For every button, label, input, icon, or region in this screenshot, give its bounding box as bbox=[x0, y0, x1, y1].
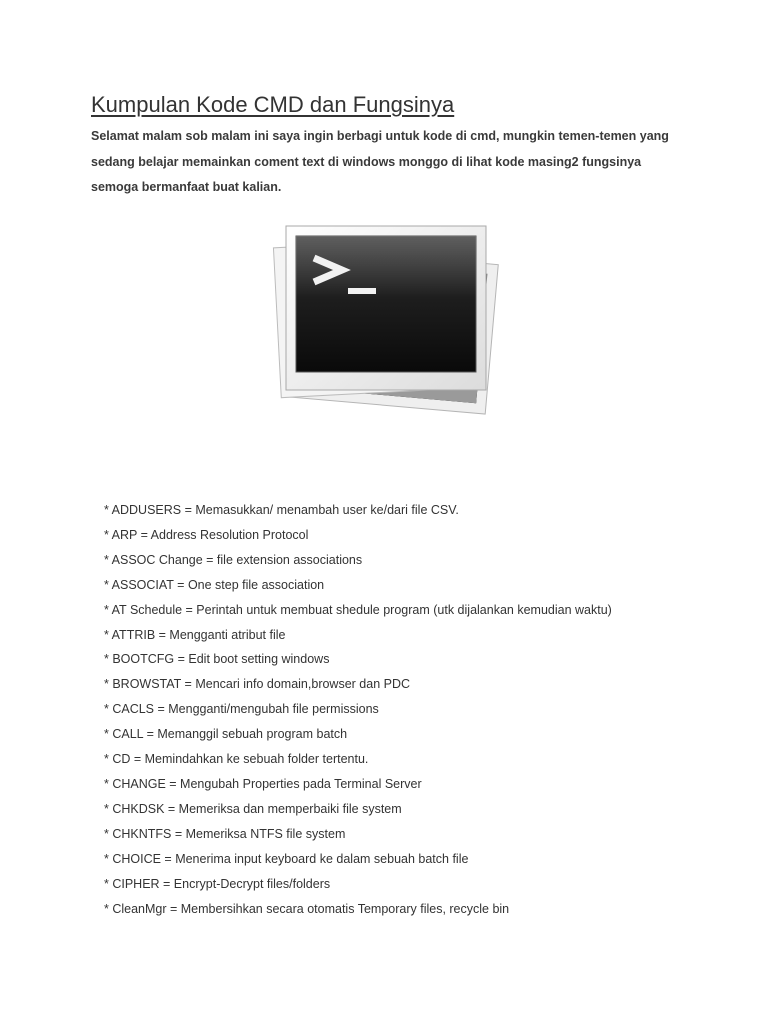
list-item: * AT Schedule = Perintah untuk membuat shedule program (utk dijalankan kemudian waktu) bbox=[104, 602, 612, 617]
list-item: * CALL = Memanggil sebuah program batch bbox=[104, 727, 348, 742]
list-item: * CHANGE = Mengubah Properties pada Terminal Server bbox=[104, 776, 422, 791]
list-item: * CIPHER = Encrypt-Decrypt files/folders bbox=[104, 876, 331, 891]
list-item: * ARP = Address Resolution Protocol bbox=[104, 527, 309, 542]
list-item: * ATTRIB = Mengganti atribut file bbox=[104, 627, 286, 642]
list-item: * ADDUSERS = Memasukkan/ menambah user ke/dari file CSV. bbox=[104, 503, 459, 517]
list-item: * ASSOCIAT = One step file association bbox=[104, 577, 325, 592]
list-item: * BROWSTAT = Mencari info domain,browser dan PDC bbox=[104, 677, 411, 692]
list-item: * CHOICE = Menerima input keyboard ke dalam sebuah batch file bbox=[104, 851, 469, 866]
list-item: * CleanMgr = Membersihkan secara otomatis Temporary files, recycle bin bbox=[104, 901, 510, 916]
list-item: * CHKDSK = Memeriksa dan memperbaiki file system bbox=[104, 801, 402, 816]
list-item: * BOOTCFG = Edit boot setting windows bbox=[104, 652, 330, 667]
list-item: * CD = Memindahkan ke sebuah folder tertentu. bbox=[104, 752, 369, 767]
list-item: * CHKNTFS = Memeriksa NTFS file system bbox=[104, 826, 346, 841]
command-prompt-illustration bbox=[268, 222, 500, 422]
page-title: Kumpulan Kode CMD dan Fungsinya bbox=[91, 92, 455, 117]
intro-paragraph: Selamat malam sob malam ini saya ingin berbagi untuk kode di cmd, mungkin temen-temen yang sedang belajar memainkan coment text di windows monggo di lihat kode masing2 fungsinya semoga bermanfaat buat kalian. bbox=[91, 129, 669, 194]
prompt-cursor bbox=[348, 288, 376, 294]
list-item: * CACLS = Mengganti/mengubah file permissions bbox=[104, 702, 379, 717]
command-list bbox=[104, 498, 612, 921]
command-prompt-icon bbox=[268, 222, 500, 422]
list-item: * ASSOC Change = file extension associations bbox=[104, 552, 363, 567]
